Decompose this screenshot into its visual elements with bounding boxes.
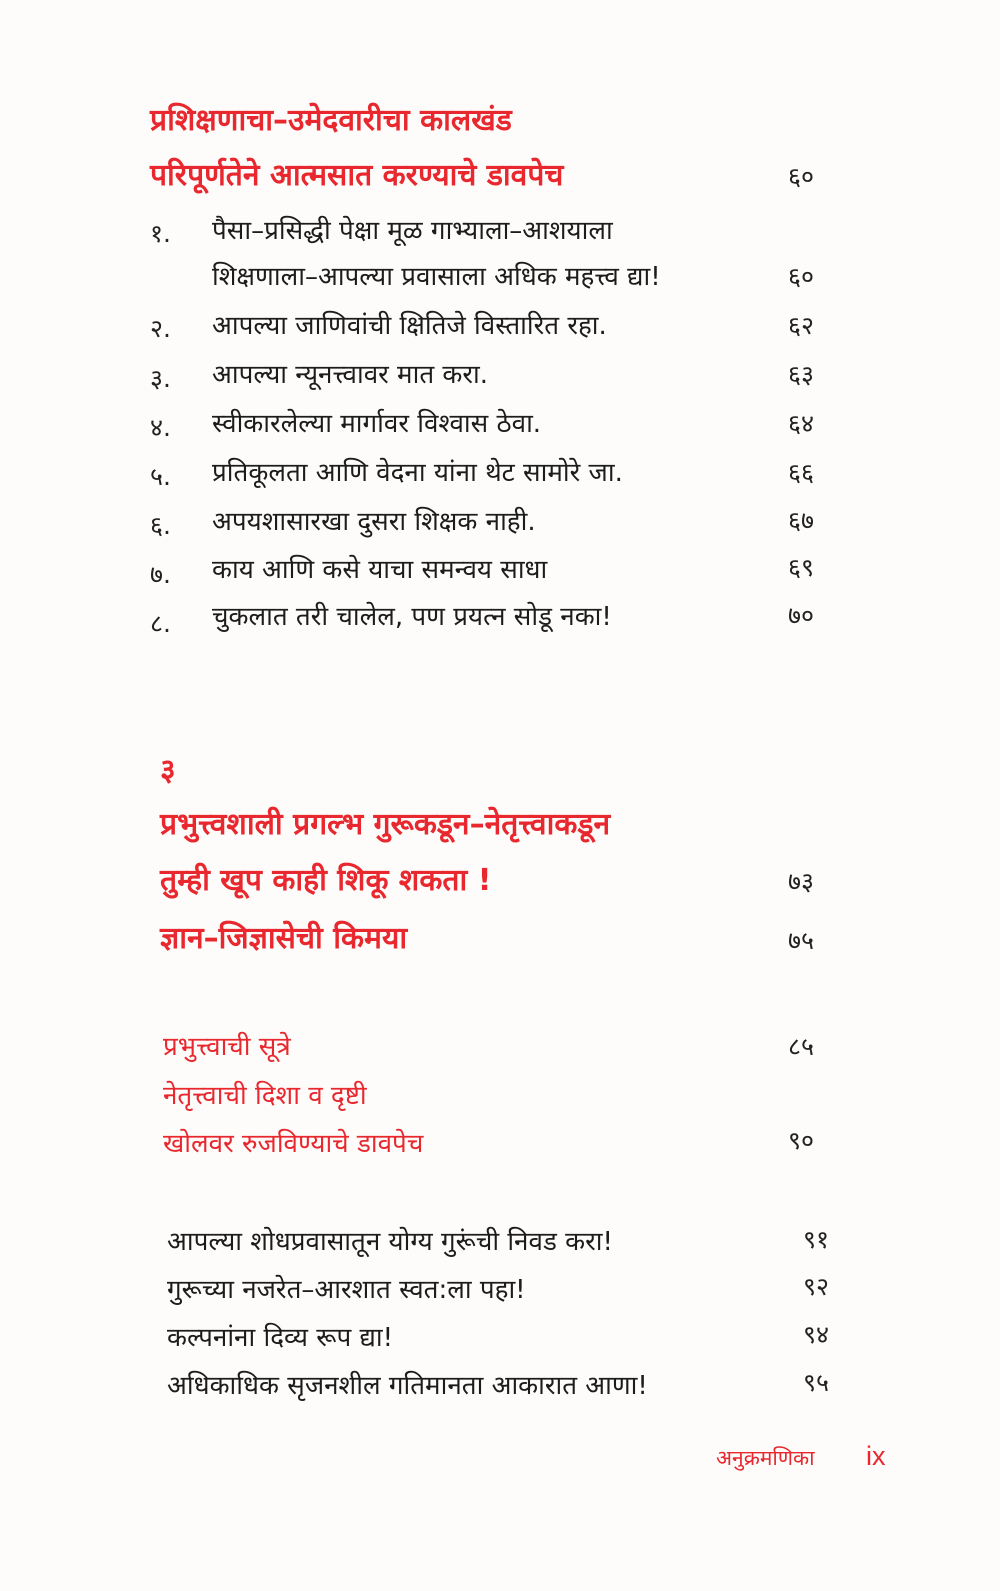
item-number: ८.: [150, 609, 171, 638]
toc-item-text: काय आणि कसे याचा समन्वय साधा: [212, 555, 548, 585]
page-number: ६०: [788, 162, 815, 191]
footer-label: अनुक्रमणिका: [716, 1446, 815, 1470]
page-number: ६९: [788, 553, 815, 582]
toc-item-text: आपल्या जाणिवांची क्षितिजे विस्तारित रहा.: [212, 311, 607, 341]
section-heading-knowledge: ज्ञान–जिज्ञासेची किमया: [160, 921, 408, 956]
subsection-title: खोलवर रुजविण्याचे डावपेच: [163, 1129, 424, 1159]
footer-page-number: ix: [866, 1441, 886, 1471]
toc-item-text: कल्पनांना दिव्य रूप द्या!: [167, 1323, 394, 1353]
chapter-number: ३: [160, 753, 176, 788]
item-number: ३.: [150, 364, 171, 393]
toc-item-text: गुरूच्या नजरेत–आरशात स्वत:ला पहा!: [167, 1275, 526, 1305]
page-number: ८५: [788, 1032, 815, 1061]
subsection-title: प्रभुत्त्वाची सूत्रे: [163, 1032, 291, 1062]
page-number: ६२: [788, 311, 815, 340]
toc-item-text: प्रतिकूलता आणि वेदना यांना थेट सामोरे जा.: [212, 458, 623, 488]
toc-item-text-continued: शिक्षणाला–आपल्या प्रवासाला अधिक महत्त्व द्या!: [212, 262, 661, 292]
page-number: ७५: [788, 926, 815, 955]
toc-item-text: आपल्या न्यूनत्त्वावर मात करा.: [212, 360, 489, 390]
page-number: ६७: [788, 506, 815, 535]
page-number: ९०: [788, 1126, 815, 1155]
page-number: ९२: [803, 1272, 830, 1301]
item-number: ६.: [150, 511, 171, 540]
item-number: २.: [150, 314, 171, 343]
toc-item-text: पैसा–प्रसिद्धी पेक्षा मूळ गाभ्याला–आशयाला: [212, 216, 613, 246]
page-number: ९१: [803, 1225, 830, 1254]
page-number: ६६: [788, 458, 815, 487]
item-number: ७.: [150, 560, 171, 589]
page-number: ६४: [788, 409, 815, 438]
page-number: ९४: [803, 1320, 830, 1349]
item-number: ४.: [150, 413, 171, 442]
page-number: ७०: [788, 601, 815, 630]
page-number: ६३: [788, 360, 815, 389]
page-number: ६०: [788, 262, 815, 291]
toc-item-text: आपल्या शोधप्रवासातून योग्य गुरूंची निवड करा!: [167, 1227, 613, 1257]
subsection-title: नेतृत्त्वाची दिशा व दृष्टी: [163, 1081, 367, 1111]
item-number: १.: [150, 219, 171, 248]
item-number: ५.: [150, 462, 171, 491]
chapter-title-line1: प्रभुत्त्वशाली प्रगल्भ गुरूकडून–नेतृत्त्वाकडून: [160, 807, 611, 842]
section-heading-strategies: परिपूर्णतेने आत्मसात करण्याचे डावपेच: [150, 158, 564, 193]
toc-item-text: अपयशासारखा दुसरा शिक्षक नाही.: [212, 507, 536, 537]
chapter-title-line2: तुम्ही खूप काही शिकू शकता !: [160, 863, 492, 898]
section-heading-training-period: प्रशिक्षणाचा–उमेदवारीचा कालखंड: [150, 103, 512, 138]
page-number: ९५: [803, 1368, 830, 1397]
toc-item-text: अधिकाधिक सृजनशील गतिमानता आकारात आणा!: [167, 1371, 648, 1401]
page-number: ७३: [788, 867, 815, 896]
toc-item-text: चुकलात तरी चालेल, पण प्रयत्न सोडू नका!: [212, 602, 612, 632]
toc-item-text: स्वीकारलेल्या मार्गावर विश्वास ठेवा.: [212, 409, 542, 439]
